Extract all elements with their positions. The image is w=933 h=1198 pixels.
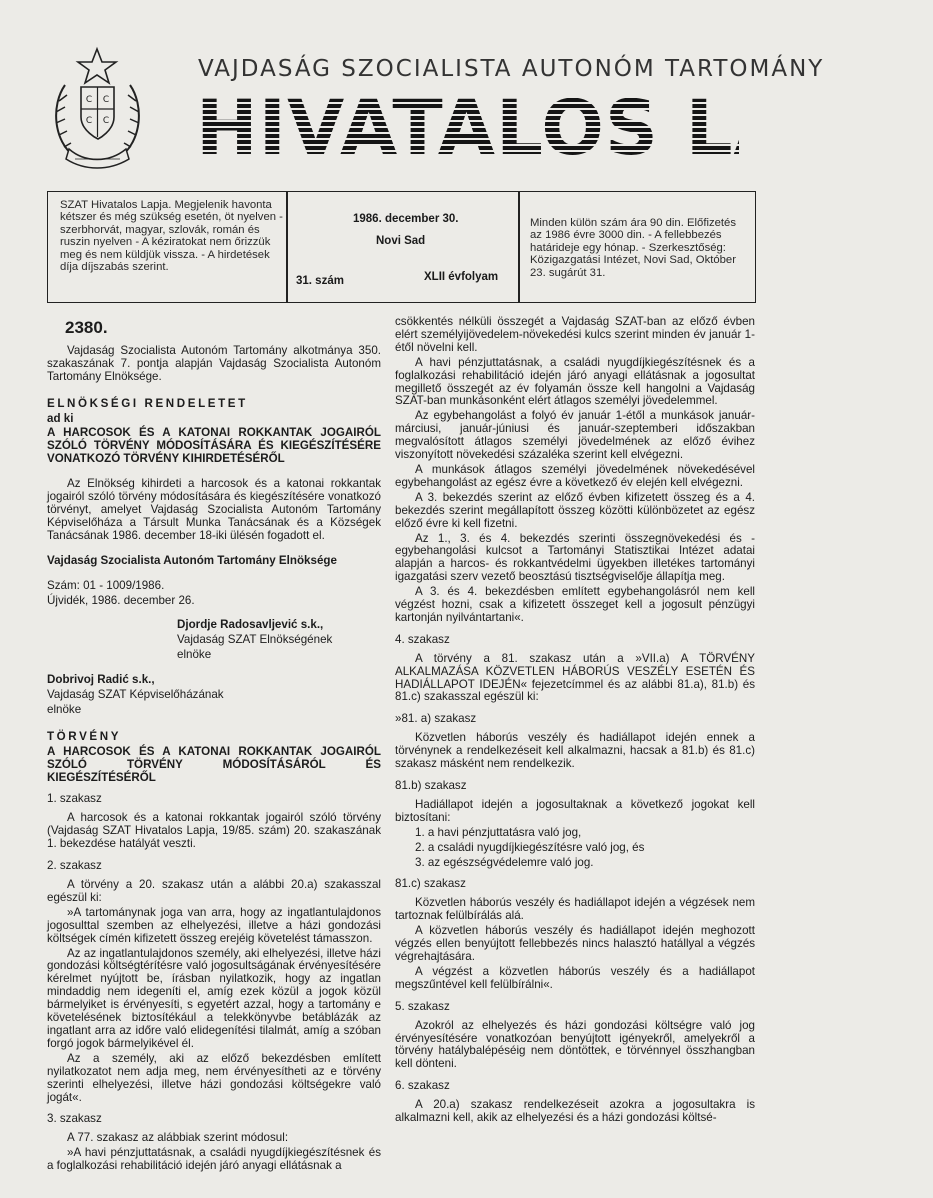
svg-text:C: C <box>102 116 110 126</box>
masthead-subtitle: VAJDASÁG SZOCIALISTA AUTONÓM TARTOMÁNY <box>198 56 825 82</box>
list-item: 3. az egészségvédelemre való jog. <box>415 855 594 869</box>
svg-text:C: C <box>85 95 93 105</box>
section-title: 1. szakasz <box>47 792 102 806</box>
issue-volume: XLII évfolyam <box>424 271 499 283</box>
paragraph: A törvény a 20. szakasz után a alábbi 20.a) szakasszal egészül ki: <box>47 878 381 904</box>
decree-heading: A HARCOSOK ÉS A KATONAI ROKKANTAK JOGAIRÓL SZÓLÓ TÖRVÉNY MÓDOSÍTÁSÁRA ÉS KIEGÉSZÍTÉSÉRE VONATKOZÓ TÖRVÉNY KIHIRDETÉSÉRŐL <box>47 426 381 466</box>
paragraph: A végzést a közvetlen háborús veszély és a hadiállapot megszűntével kell felülbírálni«. <box>395 964 755 991</box>
paragraph: Közvetlen háborús veszély és hadiállapot idején ennek a törvénynek a rendelkezéseit kell alkalmazni, hacsak a 81.b) és 81.c) szakasz másként nem rendelkezik. <box>395 731 755 771</box>
decree-subtitle: ad ki <box>47 411 74 425</box>
section-title: 2. szakasz <box>47 859 102 873</box>
svg-text:C: C <box>102 95 110 105</box>
right-text-column <box>395 316 755 1127</box>
left-text-column <box>47 316 381 1175</box>
paragraph: »A havi pénzjuttatásnak, a családi nyugdíjkiegészítésnek és a foglalkozási rehabilitáció idején járó anyagi ellátásnak a <box>47 1146 381 1173</box>
law-heading: A HARCOSOK ÉS A KATONAI ROKKANTAK JOGAIRÓL SZÓLÓ TÖRVÉNY MÓDOSÍTÁSÁRÓL ÉS KIEGÉSZÍTÉSÉRŐL <box>47 744 381 784</box>
issuer: Vajdaság Szocialista Autonóm Tartomány Elnöksége <box>47 553 337 567</box>
paragraph: Vajdaság Szocialista Autonóm Tartomány alkotmánya 350. szakaszának 7. pontja alapján Vajdaság Szocialista Autonóm Tartomány Elnöksége. <box>47 343 381 383</box>
law-title: TÖRVÉNY <box>47 729 122 743</box>
signatory-name: Djordje Radosavljević s.k., <box>177 618 324 632</box>
paragraph: Azokról az elhelyezés és házi gondozási költségre való jog érvényesítésére vonatkozóan benyújtott igényekről, amelyekről a törvény hatálybalépéséig nem döntöttek, e törvénnyel összhangban kell dönteni. <box>395 1018 755 1071</box>
paragraph: Az egybehangolást a folyó év január 1-étől a munkások január-márciusi, január-júniusi és január-szeptemberi időszakban megvalósított átlagos személyi jövedelmének az előző évihez viszonyított növekedési százaléka szerint kell elvégezni. <box>395 409 755 462</box>
decree-title: ELNÖKSÉGI RENDELETET <box>47 396 248 410</box>
paragraph: A 3. bekezdés szerint az előző évben kifizetett összeg és a 4. bekezdés szerint megállapított összeg közötti különbözetet az egész előző évre ki kell fizetni. <box>395 490 755 530</box>
section-title: »81. a) szakasz <box>395 712 477 726</box>
paragraph: Hadiállapot idején a jogosultaknak a következő jogokat kell biztosítani: <box>395 797 755 824</box>
document-number: 2380. <box>65 318 108 337</box>
paragraph: A 20.a) szakasz rendelkezéseit azokra a jogosultakra is alkalmazni kell, akik az elhelyezési és a házi gondozási költsé- <box>395 1098 755 1125</box>
issue-date: 1986. december 30. <box>353 213 459 225</box>
paragraph: Az az ingatlantulajdonos személy, aki elhelyezési, illetve házi gondozási költségtérítésre való jogosultságának érvényesítésére kérelmet nyújtott be, írásban nyilatkozik, hogy az ingatlan mindaddig nem idegeníti el, amíg ezek közül a jogok közül bármelyiket is érvényesíti, s egyetért azzal, hogy a tartomány e követelésének biztosítékául a telekkönyvbe betáblázák az ingatlant arra az időre való elidegenítési tilalmát, amíg a szóban forgó jogok bármelyikével él. <box>47 946 381 1050</box>
section-title: 4. szakasz <box>395 632 450 646</box>
paragraph: A 77. szakasz az alábbiak szerint módosul: <box>67 1131 289 1145</box>
paragraph: A harcosok és a katonai rokkantak jogairól szóló törvény (Vajdaság SZAT Hivatalos Lapja, 19/85. szám) 20. szakaszának 1. bekezdése hatályát veszti. <box>47 811 381 851</box>
signatory-role: elnöke <box>47 702 82 716</box>
svg-text:C: C <box>85 116 93 126</box>
reference-number: Szám: 01 - 1009/1986. <box>47 578 165 592</box>
list-item: 2. a családi nyugdíjkiegészítésre való jog, és <box>415 840 645 854</box>
signatory-role: elnöke <box>177 648 212 662</box>
list-item: 1. a havi pénzjuttatásra való jog, <box>415 825 582 839</box>
paragraph: A törvény a 81. szakasz után a »VII.a) A TÖRVÉNY ALKALMAZÁSA KÖZVETLEN HÁBORÚS VESZÉLY ESETÉN ÉS HADIÁLLAPOT IDEJÉN« fejezetcímmel és az alábbi 81.a), 81.b) és 81.c) szakasszal egészül ki: <box>395 651 755 704</box>
section-title: 81.c) szakasz <box>395 877 466 891</box>
paragraph: A 3. és 4. bekezdésben említett egybehangolásról nem kell végzést hozni, csak a kifizetett összeget kell a jogosult pénzügyi kartonján nyilvántartani«. <box>395 585 755 624</box>
paragraph: Az Elnökség kihirdeti a harcosok és a katonai rokkantak jogairól szóló törvény módosítására és kiegészítésére vonatkozó törvényt, amelyet Vajdaság Szocialista Autonóm Tartomány Képviselőháza a Társult Munka Tanácsának és a Községek Tanácsának 1986. december 18-iki ülésén fogadott el. <box>47 477 381 542</box>
publication-terms: SZAT Hivatalos Lapja. Megjelenik havonta kétszer és még szükség esetén, öt nyelven - szerbhorvát, magyar, szlovák, román és ruszin nyelven - A kéziratokat nem őrizzük meg és nem küldjük vissza. - A hirdetések díja díjszabás szerint. <box>60 199 283 274</box>
paragraph: A havi pénzjuttatásnak, a családi nyugdíjkiegészítésnek és a foglalkozási rehabilitáció idején járó anyagi ellátásnak a jogosultat megillető összegét az év folyamán össze kell hangolni a Vajdaság SZAT-ban munkásonként elért átlagos személyi jövedelemmel. <box>395 355 755 408</box>
paragraph: csökkentés nélküli összegét a Vajdaság SZAT-ban az előző évben elért személyijövedelem-növekedési kulcs szerint minden év január 1-étől növelni kell. <box>395 315 755 354</box>
coat-of-arms-emblem <box>45 45 150 175</box>
info-divider <box>518 192 520 302</box>
section-title: 3. szakasz <box>47 1112 102 1126</box>
section-title: 6. szakasz <box>395 1079 450 1093</box>
publication-info-box <box>47 191 756 303</box>
paragraph: Az 1., 3. és 4. bekezdés szerinti összegnövekedési és -egybehangolási kulcsot a Tartományi Statisztikai Intézet adatai alapján a harcos- és rokkantvédelmi ügyekben illetékes tartományi igazgatási szerv vezető beosztású tisztségviselője állapítja meg. <box>395 531 755 584</box>
paragraph: Közvetlen háborús veszély és hadiállapot idején a végzések nem tartoznak felülbírálás alá. <box>395 896 755 923</box>
masthead-title: HIVATALOS LAPJA <box>196 83 933 172</box>
signatory-name: Dobrivoj Radić s.k., <box>47 673 155 687</box>
signatory-role: Vajdaság SZAT Képviselőházának <box>47 688 224 702</box>
paragraph: A közvetlen háborús veszély és hadiállapot idején meghozott végzés ellen benyújtott fellebbezés nincs halasztó hatállyal a végzés végrehajtására. <box>395 924 755 963</box>
section-title: 81.b) szakasz <box>395 779 467 792</box>
paragraph: »A tartománynak joga van arra, hogy az ingatlantulajdonos jogosulttal szemben az elhelyezési, illetve a házi gondozási költségek címén kifizetett összeg erejéig követelést támasszon. <box>47 905 381 945</box>
paragraph: A munkások átlagos személyi jövedelmének növekedésével egybehangolást az egész évre a következő év elején kell elvégezni. <box>395 462 755 489</box>
pricing-info: Minden külön szám ára 90 din. Előfizetés az 1986 évre 3000 din. - A fellebbezés határideje egy hónap. - Szerkesztőség: Közigazgatási Intézet, Novi Sad, Október 23. sugárút 31. <box>530 217 736 279</box>
paragraph: Az a személy, aki az előző bekezdésben említett nyilatkozatot nem adja meg, nem érvényesítheti az e törvény szerinti elhelyezési, illetve házi gondozási költségekre való jogát«. <box>47 1051 381 1104</box>
reference-date: Újvidék, 1986. december 26. <box>47 593 195 607</box>
issue-place: Novi Sad <box>376 235 426 247</box>
signatory-role: Vajdaság SZAT Elnökségének <box>177 633 333 647</box>
section-title: 5. szakasz <box>395 999 450 1013</box>
issue-number: 31. szám <box>296 275 344 287</box>
